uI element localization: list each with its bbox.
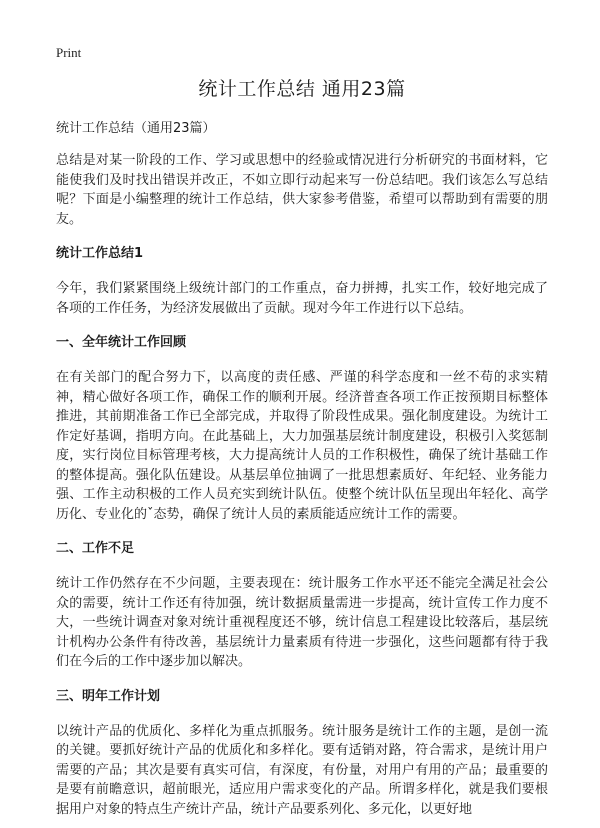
document-subtitle: 统计工作总结（通用23篇） [56,121,216,136]
print-link[interactable]: Print [56,45,82,60]
part-2-heading: 二、工作不足 [56,541,135,556]
part-1-heading: 一、全年统计工作回顾 [56,335,187,350]
part-2-paragraph: 统计工作仍然存在不少问题，主要表现在：统计服务工作水平还不能完全满足社会公众的需要，统计工作还有待加强，统计数据质量需进一步提高，统计宣传工作力度不大，一些统计调查对象对统计重视程度还不够，统计信息工程建设比较落后，基层统计机构办公条件有待改善，基层统计力量素质有待进一步强化，这些问题都有待于我们在今后的工作中逐步加以解决。 [56,576,548,669]
intro-paragraph: 总结是对某一阶段的工作、学习或思想中的经验或情况进行分析研究的书面材料，它能使我们及时找出错误并改正，不如立即行动起来写一份总结吧。我们该怎么写总结呢？下面是小编整理的统计工作总结，供大家参考借鉴，希望可以帮助到有需要的朋友。 [56,153,548,227]
part-3-heading: 三、明年工作计划 [56,688,161,704]
part-3-paragraph: 以统计产品的优质化、多样化为重点抓服务。统计服务是统计工作的主题，是创一流的关键。要抓好统计产品的优质化和多样化。要有适销对路，符合需求，是统计用户需要的产品；其次是要有真实可信，有深度，有份量，对用户有用的产品；最重要的是要有前瞻意识，超前眼光，适应用户需求变化的产品。所谓多样化，就是我们要根据用户对象的特点生产统计产品，统计产品要系列化、多元化，以更好地 [56,723,548,817]
section-1-heading: 统计工作总结1 [56,246,144,261]
document-title: 统计工作总结 通用23篇 [198,78,406,100]
document-body [56,76,548,819]
section-1-paragraph: 今年，我们紧紧围绕上级统计部门的工作重点，奋力拼搏，扎实工作，较好地完成了各项的工作任务，为经济发展做出了贡献。现对今年工作进行以下总结。 [56,281,548,316]
part-1-paragraph: 在有关部门的配合努力下，以高度的责任感、严谨的科学态度和一丝不苟的求实精神，精心做好各项工作，确保工作的顺利开展。经济普查各项工作正按预期目标整体推进，其前期准备工作已全部完成，并取得了阶段性成果。强化制度建设。为统计工作定好基调，指明方向。在此基础上，大力加强基层统计制度建设，积极引入奖惩制度，实行岗位目标管理考核，大力提高统计人员的工作积极性，确保了统计基础工作的整体提高。强化队伍建设。从基层单位抽调了一批思想素质好、年纪轻、业务能力强、工作主动积极的工作人员充实到统计队伍。使整个统计队伍呈现出年轻化、高学历化、专业化的ˇ态势，确保了统计人员的素质能适应统计工作的需要。 [56,370,548,522]
